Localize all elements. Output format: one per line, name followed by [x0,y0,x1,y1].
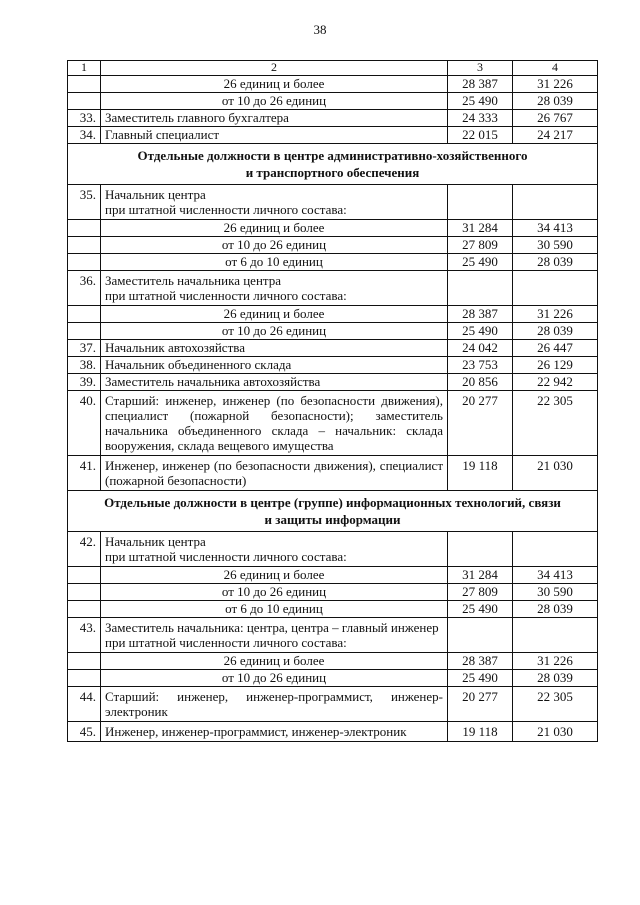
table-subrow [68,254,598,271]
table-subrow [68,237,598,254]
row-number-cell [68,584,101,601]
value-cell-col4: 26 447 [513,340,598,357]
staff-range-cell: 26 единиц и более [101,567,448,584]
value-cell-col4: 30 590 [513,237,598,254]
section-heading-line: и защиты информации [264,512,401,527]
table-row [68,391,598,456]
section-heading-line: и транспортного обеспечения [245,165,420,180]
row-number-cell: 34. [68,127,101,144]
section-heading-row [68,144,598,185]
table-row [68,722,598,742]
value-cell-col4: 24 217 [513,127,598,144]
position-text: Старший: инженер, инженер (по безопасности движения), специалист (пожарной безопасности); заместитель начальника объединенного склада – начальник: склада вооружения, склада вещевого имущества [105,393,443,453]
table-subrow [68,93,598,110]
column-number-1: 1 [68,61,101,76]
position-cell [101,185,448,220]
value-cell-col4: 22 305 [513,687,598,722]
value-cell-col3: 20 277 [448,391,513,456]
position-cell [101,722,448,742]
value-cell-col3: 28 387 [448,306,513,323]
row-number-cell [68,254,101,271]
position-cell [101,532,448,567]
table-subrow [68,653,598,670]
staff-range-cell: 26 единиц и более [101,76,448,93]
value-cell-col3: 31 284 [448,567,513,584]
value-cell-col4: 28 039 [513,601,598,618]
section-heading-line: Отдельные должности в центре административно-хозяйственного [137,148,528,163]
row-number-cell: 39. [68,374,101,391]
table-subrow [68,584,598,601]
row-number-cell: 36. [68,271,101,306]
row-number-cell [68,323,101,340]
value-cell-col4: 31 226 [513,76,598,93]
table-subrow [68,323,598,340]
position-text: Начальник автохозяйства [105,340,245,355]
position-text: при штатной численности личного состава: [105,635,347,650]
staff-range-cell: от 10 до 26 единиц [101,237,448,254]
table-row [68,374,598,391]
position-text: Заместитель главного бухгалтера [105,110,289,125]
position-cell [101,357,448,374]
position-cell [101,340,448,357]
value-cell-col3 [448,618,513,653]
value-cell-col3: 20 277 [448,687,513,722]
section-heading-line: Отдельные должности в центре (группе) информационных технологий, связи [104,495,561,510]
position-cell [101,456,448,491]
value-cell-col3: 25 490 [448,670,513,687]
value-cell-col3: 28 387 [448,653,513,670]
row-number-cell [68,76,101,93]
row-number-cell [68,93,101,110]
position-cell [101,618,448,653]
row-number-cell: 44. [68,687,101,722]
value-cell-col3 [448,185,513,220]
row-number-cell: 33. [68,110,101,127]
table-row [68,185,598,220]
salary-table [67,60,598,742]
value-cell-col3: 25 490 [448,93,513,110]
value-cell-col4: 22 305 [513,391,598,456]
position-text: Начальник центра [105,534,206,549]
table-row [68,618,598,653]
column-number-3: 3 [448,61,513,76]
staff-range-cell: от 6 до 10 единиц [101,601,448,618]
row-number-cell: 42. [68,532,101,567]
table-subrow [68,670,598,687]
staff-range-cell: 26 единиц и более [101,220,448,237]
position-text: Начальник центра [105,187,206,202]
position-cell [101,374,448,391]
table-row [68,110,598,127]
position-text: Главный специалист [105,127,220,142]
table-row [68,127,598,144]
row-number-cell: 35. [68,185,101,220]
table-subrow [68,601,598,618]
value-cell-col4: 22 942 [513,374,598,391]
column-number-row [68,61,598,76]
value-cell-col3 [448,271,513,306]
column-number-4: 4 [513,61,598,76]
staff-range-cell: от 10 до 26 единиц [101,323,448,340]
staff-range-cell: от 10 до 26 единиц [101,584,448,601]
table-subrow [68,76,598,93]
value-cell-col4: 30 590 [513,584,598,601]
value-cell-col3: 24 042 [448,340,513,357]
value-cell-col3: 25 490 [448,323,513,340]
value-cell-col3: 25 490 [448,254,513,271]
value-cell-col4: 26 767 [513,110,598,127]
position-cell [101,271,448,306]
table-row [68,456,598,491]
row-number-cell [68,237,101,254]
section-heading-row [68,491,598,532]
value-cell-col4: 28 039 [513,670,598,687]
table-subrow [68,567,598,584]
staff-range-cell: 26 единиц и более [101,306,448,323]
position-cell [101,687,448,722]
value-cell-col3: 22 015 [448,127,513,144]
position-text: Инженер, инженер (по безопасности движения), специалист (пожарной безопасности) [105,458,443,488]
table-subrow [68,220,598,237]
position-cell [101,391,448,456]
table-row [68,271,598,306]
value-cell-col4 [513,185,598,220]
row-number-cell: 37. [68,340,101,357]
table-row [68,357,598,374]
value-cell-col3 [448,532,513,567]
staff-range-cell: 26 единиц и более [101,653,448,670]
salary-table-body [68,61,598,742]
position-text: Заместитель начальника автохозяйства [105,374,321,389]
position-text: Инженер, инженер-программист, инженер-электроник [105,724,407,739]
table-row [68,687,598,722]
row-number-cell: 45. [68,722,101,742]
row-number-cell [68,670,101,687]
section-heading [68,491,598,532]
page-number: 38 [313,22,327,37]
value-cell-col4: 26 129 [513,357,598,374]
row-number-cell [68,653,101,670]
value-cell-col4 [513,271,598,306]
section-heading [68,144,598,185]
position-text: Начальник объединенного склада [105,357,292,372]
value-cell-col3: 27 809 [448,237,513,254]
value-cell-col4: 28 039 [513,93,598,110]
position-cell [101,110,448,127]
table-subrow [68,306,598,323]
value-cell-col4: 31 226 [513,306,598,323]
value-cell-col4: 21 030 [513,456,598,491]
value-cell-col4 [513,532,598,567]
value-cell-col4 [513,618,598,653]
value-cell-col3: 20 856 [448,374,513,391]
position-text: при штатной численности личного состава: [105,288,347,303]
value-cell-col3: 27 809 [448,584,513,601]
value-cell-col4: 28 039 [513,323,598,340]
position-cell [101,127,448,144]
staff-range-cell: от 6 до 10 единиц [101,254,448,271]
position-text: Заместитель начальника: центра, центра – главный инженер [105,620,439,635]
value-cell-col4: 28 039 [513,254,598,271]
row-number-cell: 38. [68,357,101,374]
value-cell-col3: 19 118 [448,722,513,742]
value-cell-col4: 21 030 [513,722,598,742]
value-cell-col3: 23 753 [448,357,513,374]
value-cell-col3: 24 333 [448,110,513,127]
staff-range-cell: от 10 до 26 единиц [101,93,448,110]
row-number-cell [68,567,101,584]
value-cell-col4: 31 226 [513,653,598,670]
row-number-cell: 40. [68,391,101,456]
table-row [68,532,598,567]
column-number-2: 2 [101,61,448,76]
table-row [68,340,598,357]
row-number-cell [68,220,101,237]
position-text: при штатной численности личного состава: [105,549,347,564]
value-cell-col3: 19 118 [448,456,513,491]
staff-range-cell: от 10 до 26 единиц [101,670,448,687]
value-cell-col3: 25 490 [448,601,513,618]
row-number-cell [68,306,101,323]
row-number-cell: 41. [68,456,101,491]
row-number-cell [68,601,101,618]
position-text: при штатной численности личного состава: [105,202,347,217]
position-text: Старший: инженер, инженер-программист, инженер-электроник [105,689,443,719]
position-text: Заместитель начальника центра [105,273,282,288]
value-cell-col4: 34 413 [513,567,598,584]
value-cell-col3: 28 387 [448,76,513,93]
value-cell-col4: 34 413 [513,220,598,237]
value-cell-col3: 31 284 [448,220,513,237]
row-number-cell: 43. [68,618,101,653]
